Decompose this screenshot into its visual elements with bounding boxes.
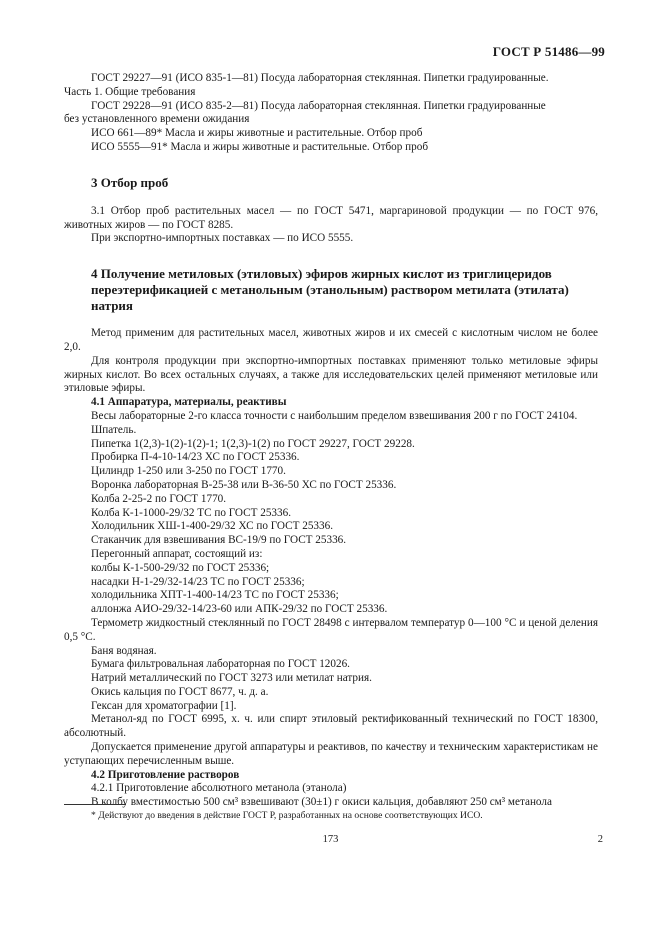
section-4-title: 4 Получение метиловых (этиловых) эфиров жирных кислот из триглицеридов переэтерификацией с метанольным (этанольным) раствором метилата (этилата) натрия <box>91 266 569 314</box>
item-allonge: аллонжа АИО-29/32-14/23-60 или АПК-29/32 по ГОСТ 25336. <box>91 603 388 616</box>
item-cylinder: Цилиндр 1-250 или 3-250 по ГОСТ 1770. <box>91 465 286 478</box>
reference-gost-29227-cont: Часть 1. Общие требования <box>64 85 196 98</box>
item-weighing-bottle: Стаканчик для взвешивания ВС-19/9 по ГОСТ 25336. <box>91 534 347 547</box>
item-sodium: Натрий металлический по ГОСТ 3273 или метилат натрия. <box>91 672 372 685</box>
reference-gost-29227: ГОСТ 29227—91 (ИСО 835-1—81) Посуда лабораторная стеклянная. Пипетки градуированные. <box>91 72 549 84</box>
item-distillation-apparatus: Перегонный аппарат, состоящий из: <box>91 547 263 560</box>
item-spatula: Шпатель. <box>91 423 137 436</box>
document-code-header: ГОСТ Р 51486—99 <box>492 44 605 59</box>
item-methanol: Метанол-яд по ГОСТ 6995, х. ч. или спирт этиловый ректификованный технический по ГОСТ 18300, абсолютный. <box>64 713 598 740</box>
item-thermometer: Термометр жидкостный стеклянный по ГОСТ 28498 с интервалом температур 0—100 °С и ценой деления 0,5 °С. <box>64 616 598 643</box>
item-calcium-oxide: Окись кальция по ГОСТ 8677, ч. д. а. <box>91 685 269 698</box>
item-alternatives-note: Допускается применение другой аппаратуры и реактивов, по качеству и техническим характеристикам не уступающих перечисленным выше. <box>64 741 598 767</box>
section-4-intro-1: Метод применим для растительных масел, животных жиров и их смесей с кислотным числом не более 2,0. <box>64 327 598 353</box>
page-content <box>64 72 598 810</box>
item-flask-2-25-2: Колба 2-25-2 по ГОСТ 1770. <box>91 492 227 505</box>
subsection-4-2-1-text: В колбу вместимостью 500 см³ взвешивают (30±1) г окиси кальция, добавляют 250 см³ метанола <box>91 796 552 809</box>
subsection-4-2-1-title: 4.2.1 Приготовление абсолютного метанола (этанола) <box>91 782 347 795</box>
item-condenser-xpt: холодильника ХПТ-1-400-14/23 ТС по ГОСТ 25336; <box>91 589 339 602</box>
item-funnel: Воронка лабораторная В-25-38 или В-36-50 ХС по ГОСТ 25336. <box>91 478 397 491</box>
footnote: * Действуют до введения в действие ГОСТ Р, разработанных на основе соответствующих ИСО. <box>91 810 483 821</box>
item-flask-k-1-500: колбы К-1-500-29/32 по ГОСТ 25336; <box>91 561 270 574</box>
sheet-number: 2 <box>597 834 603 845</box>
item-test-tube: Пробирка П-4-10-14/23 ХС по ГОСТ 25336. <box>91 451 300 464</box>
item-filter-paper: Бумага фильтровальная лабораторная по ГОСТ 12026. <box>91 658 350 671</box>
reference-iso-5555: ИСО 5555—91* Масла и жиры животные и растительные. Отбор проб <box>91 140 429 153</box>
item-nozzle: насадки Н-1-29/32-14/23 ТС по ГОСТ 25336; <box>91 575 305 588</box>
item-condenser-xsh: Холодильник ХШ-1-400-29/32 ХС по ГОСТ 25336. <box>91 520 333 533</box>
section-3-export-text: При экспортно-импортных поставках — по ИСО 5555. <box>91 232 354 245</box>
reference-gost-29228-cont: без установленного времени ожидания <box>64 113 250 126</box>
item-scales: Весы лабораторные 2-го класса точности с наибольшим пределом взвешивания 200 г по ГОСТ 24104. <box>91 409 578 422</box>
item-water-bath: Баня водяная. <box>91 644 157 657</box>
item-hexane: Гексан для хроматографии [1]. <box>91 699 237 712</box>
reference-iso-661: ИСО 661—89* Масла и жиры животные и растительные. Отбор проб <box>91 127 423 140</box>
section-3-1-text: 3.1 Отбор проб растительных масел — по ГОСТ 5471, маргариновой продукции — по ГОСТ 976, животных жиров — по ГОСТ 8285. <box>64 204 598 231</box>
section-3-title: 3 Отбор проб <box>91 174 169 190</box>
footnote-divider <box>64 804 126 805</box>
section-4-intro-2: Для контроля продукции при экспортно-импортных поставках применяют только метиловые эфиры жирных кислот. Во всех остальных случаях, а также для исследовательских целей применяют метиловые или этиловые эфиры. <box>64 354 598 395</box>
subsection-4-1-title: 4.1 Аппаратура, материалы, реактивы <box>91 396 287 409</box>
page-number: 173 <box>322 834 339 845</box>
item-pipette: Пипетка 1(2,3)-1(2)-1(2)-1; 1(2,3)-1(2) по ГОСТ 29227, ГОСТ 29228. <box>91 437 415 450</box>
reference-gost-29228: ГОСТ 29228—91 (ИСО 835-2—81) Посуда лабораторная стеклянная. Пипетки градуированные <box>91 99 546 112</box>
subsection-4-2-title: 4.2 Приготовление растворов <box>91 768 240 781</box>
item-flask-k-1-1000: Колба К-1-1000-29/32 ТС по ГОСТ 25336. <box>91 506 292 519</box>
